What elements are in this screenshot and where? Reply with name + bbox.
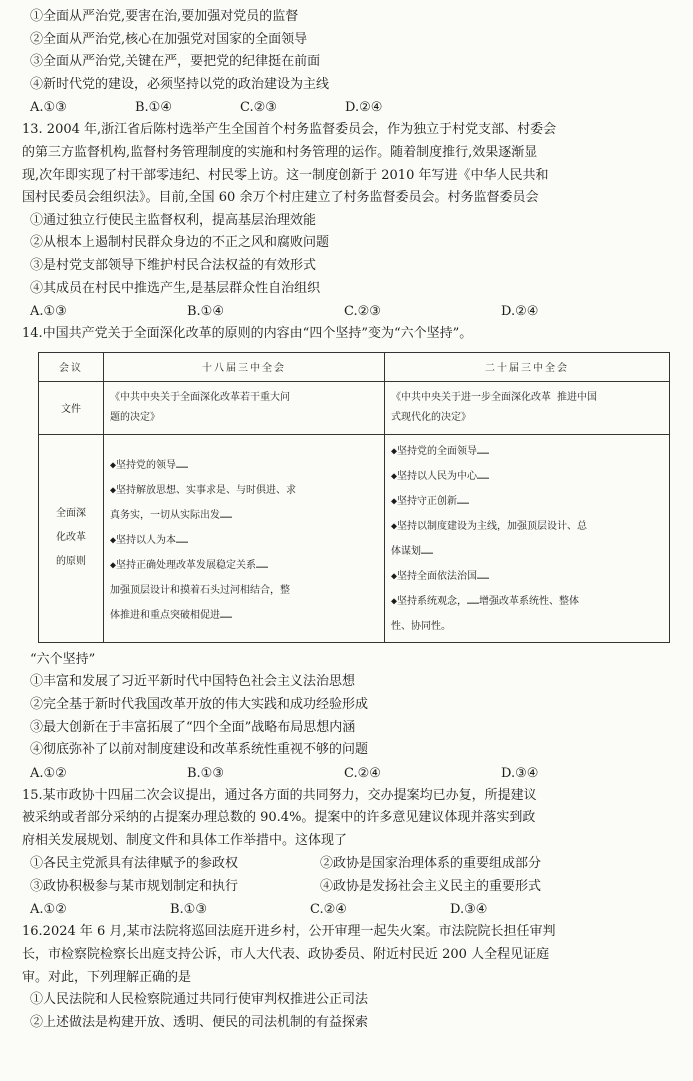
- q15-statement-2: ②政协是国家治理体系的重要组成部分: [320, 856, 542, 872]
- q13-option-a: A.①③: [30, 304, 67, 320]
- principle-18th-item: 真务实，一切从实际出发……: [110, 509, 233, 521]
- q16-stem: [22, 921, 679, 989]
- q13-statement-4: ④其成员在村民中推选产生,是基层群众性自治组织: [30, 280, 321, 296]
- table-header-20th: 二十届三中全会: [385, 352, 670, 381]
- table-row-document: [39, 381, 670, 434]
- q14-stem: 14.中国共产党关于全面深化改革的原则的内容由“四个坚持”变为“六个坚持”。: [22, 326, 473, 342]
- q14-comparison-table: [38, 352, 670, 643]
- table-row-principles: [39, 434, 670, 642]
- principle-20th-item: 性、协同性。: [391, 620, 451, 632]
- q12-statement-1: ①全面从严治党,要害在治,要加强对党员的监督: [30, 9, 299, 24]
- q15-options: [30, 898, 679, 921]
- principles-label-line-1: 全面深: [56, 508, 86, 520]
- principle-20th-item: ◆坚持以制度建设为主线，加强顶层设计、总: [391, 520, 588, 532]
- principle-20th-item: ◆坚持全面依法治国……: [391, 570, 490, 582]
- q14-lead: “六个坚持”: [30, 651, 96, 667]
- q15-stem: [22, 785, 679, 853]
- principle-20th-item: ◆坚持党的全面领导……: [391, 445, 490, 457]
- principle-20th-item: ◆坚持以人民为中心……: [391, 470, 490, 482]
- q13-option-d: D.②④: [501, 304, 539, 320]
- principle-20th-item: ◆坚持守正创新……: [391, 495, 470, 507]
- q14-option-d: D.③④: [501, 765, 539, 781]
- q15-statement-4: ④政协是发扬社会主义民主的重要形式: [320, 879, 542, 895]
- table-header-18th: 十八届三中全会: [104, 352, 385, 381]
- principle-18th-item: ◆坚持正确处理改革发展稳定关系……: [110, 559, 269, 571]
- table-header-row: [39, 352, 670, 381]
- q14-statement-3: ③最大创新在于丰富拓展了“四个全面”战略布局思想内涵: [30, 719, 356, 735]
- q12-statement-2: ②全面从严治党,核心在加强党对国家的全面领导: [30, 31, 308, 47]
- q16-stem-line-2: 长，市检察院检察长出庭支持公诉，市人大代表、政协委员、附近村民近 200 人全程见证庭: [22, 947, 550, 963]
- table-label-document: 文件: [39, 381, 104, 434]
- q15-statement-3: ③政协积极参与某市规划制定和执行: [30, 879, 239, 895]
- q16-statement-2: ②上述做法是构建开放、透明、便民的司法机制的有益探索: [30, 1014, 369, 1030]
- principle-18th-item: 加强顶层设计和摸着石头过河相结合，整: [110, 584, 290, 596]
- doc-20th-line-1: 《中共中央关于进一步全面深化改革 推进中国: [391, 391, 598, 403]
- q14-option-c: C.②④: [344, 765, 381, 781]
- q15-statements-row-1: [30, 852, 679, 875]
- q14-options: [30, 762, 679, 785]
- q14-option-b: B.①③: [187, 765, 224, 781]
- q13-stem-line-2: 的第三方监督机构,监督村务管理制度的实施和村务管理的运作。随着制度推行,效果逐渐显: [22, 144, 538, 160]
- q12-statement-4: ④新时代党的建设，必须坚持以党的政治建设为主线: [30, 76, 330, 92]
- q13-statement-3: ③是村党支部领导下维护村民合法权益的有效形式: [30, 257, 317, 273]
- table-cell-doc-18th: [104, 381, 385, 434]
- principle-18th-item: ◆坚持党的领导……: [110, 459, 189, 471]
- q12-option-c: C.②③: [240, 100, 277, 116]
- q14-statement-2: ②完全基于新时代我国改革开放的伟大实践和成功经验形成: [30, 696, 369, 712]
- q15-stem-line-3: 府相关发展规划、制度文件和具体工作举措中。这体现了: [22, 832, 348, 848]
- q13-options: [30, 300, 679, 323]
- q16-stem-line-1: 16.2024 年 6 月,某市法院将巡回法庭开进乡村，公开审理一起失火案。市法院院长担任审判: [22, 924, 556, 940]
- q13-stem-line-1: 13. 2004 年,浙江省后陈村选举产生全国首个村务监督委员会，作为独立于村党支部、村委会: [22, 122, 557, 138]
- q13-stem-line-4: 国村民委员会组织法》。目前,全国 60 余万个村庄建立了村务监督委员会。村务监督委员会: [22, 190, 539, 206]
- doc-18th-line-1: 《中共中央关于全面深化改革若干重大问: [110, 391, 290, 403]
- q15-statements-row-2: [30, 875, 679, 898]
- q14-statement-1: ①丰富和发展了习近平新时代中国特色社会主义法治思想: [30, 674, 356, 690]
- q15-option-b: B.①③: [170, 902, 207, 918]
- q12-option-b: B.①④: [135, 100, 172, 116]
- q16-stem-line-3: 审。对此，下列理解正确的是: [22, 969, 192, 985]
- principles-label-line-2: 化改革: [56, 532, 86, 544]
- q15-stem-line-1: 15.某市政协十四届二次会议提出，通过各方面的共同努力，交办提案均已办复，所提建议: [22, 787, 537, 803]
- q13-option-b: B.①④: [187, 304, 224, 320]
- q16-statement-1: ①人民法院和人民检察院通过共同行使审判权推进公正司法: [30, 992, 369, 1008]
- table-label-principles: [39, 434, 104, 642]
- principle-18th-item: 体推进和重点突破相促进……: [110, 609, 233, 621]
- q12-block: [30, 6, 679, 119]
- table-cell-principles-20th: [385, 434, 670, 642]
- q12-option-a: A.①③: [30, 100, 67, 116]
- q12-options: [30, 96, 679, 119]
- q15-option-d: D.③④: [450, 902, 488, 918]
- doc-18th-line-2: 题的决定》: [110, 411, 160, 423]
- q14-statement-4: ④彻底弥补了以前对制度建设和改革系统性重视不够的问题: [30, 742, 369, 758]
- doc-20th-line-2: 式现代化的决定》: [391, 411, 471, 423]
- principle-18th-item: ◆坚持以人为本……: [110, 534, 189, 546]
- q13-statement-2: ②从根本上遏制村民群众身边的不正之风和腐败问题: [30, 235, 330, 251]
- q13-stem-line-3: 现,次年即实现了村干部零违纪、村民零上访。这一制度创新于 2010 年写进《中华人民共和: [22, 167, 549, 183]
- q15-stem-line-2: 被采纳或者部分采纳的占提案办理总数的 90.4%。提案中的许多意见建议体现并落实到政: [22, 810, 536, 826]
- q12-option-d: D.②④: [345, 100, 383, 116]
- table-cell-doc-20th: [385, 381, 670, 434]
- q13-block: [22, 119, 679, 209]
- q15-option-a: A.①②: [30, 902, 67, 918]
- table-cell-principles-18th: [104, 434, 385, 642]
- q15-option-c: C.②④: [310, 902, 347, 918]
- q12-statement-3: ③全面从严治党,关键在严，要把党的纪律挺在前面: [30, 54, 321, 70]
- principle-20th-item: 体谋划……: [391, 545, 434, 557]
- q13-statement-1: ①通过独立行使民主监督权利，提高基层治理效能: [30, 212, 317, 228]
- principle-18th-item: ◆坚持解放思想、实事求是、与时俱进、求: [110, 484, 297, 496]
- principle-20th-item: ◆坚持系统观念，……增强改革系统性、整体: [391, 595, 580, 607]
- table-header-meeting: 会议: [39, 352, 104, 381]
- q13-option-c: C.②③: [344, 304, 381, 320]
- q14-option-a: A.①②: [30, 765, 67, 781]
- q15-statement-1: ①各民主党派具有法律赋予的参政权: [30, 856, 239, 872]
- principles-label-line-3: 的原则: [56, 556, 86, 568]
